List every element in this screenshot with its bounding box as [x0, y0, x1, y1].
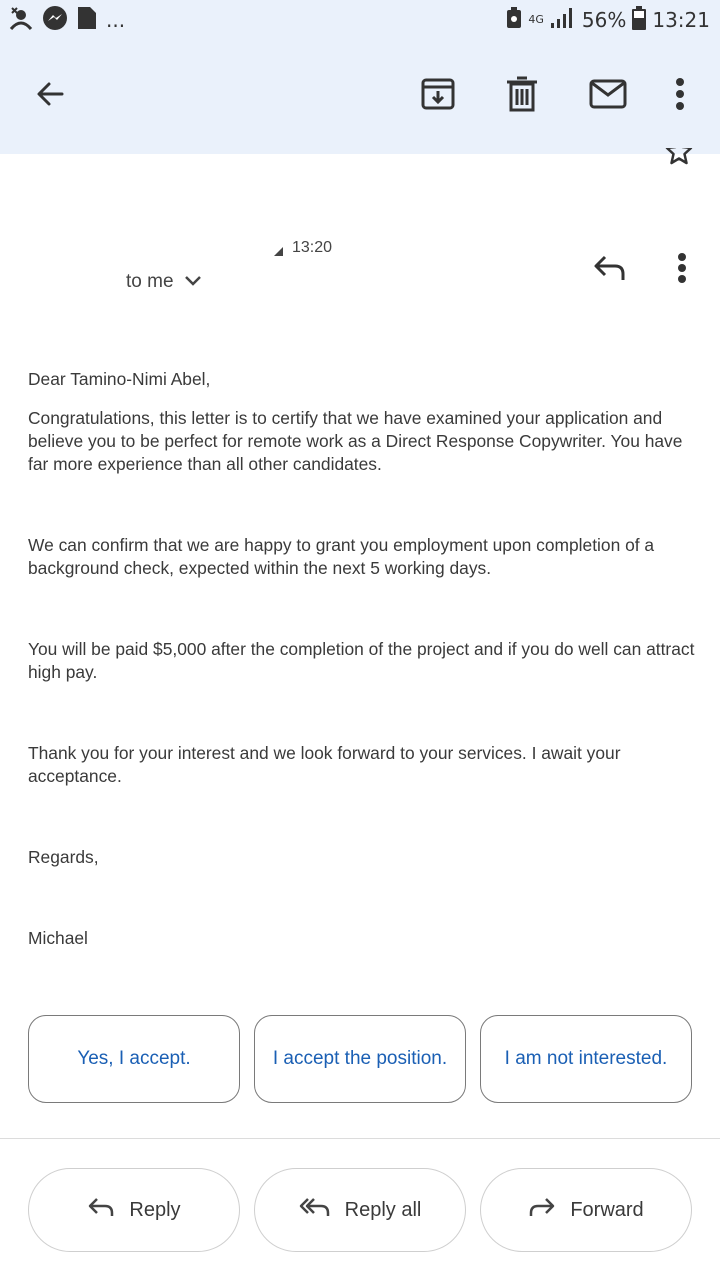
- reply-all-label: Reply all: [344, 1198, 422, 1221]
- star-button[interactable]: [664, 148, 694, 168]
- delete-button[interactable]: [498, 72, 546, 120]
- delete-icon: [505, 76, 539, 117]
- back-button[interactable]: [26, 72, 74, 120]
- paragraph-1: Congratulations, this letter is to certify that we have examined your application and believe you to be perfect for remote work as a Direct Response Copywriter. You have far more experience than all other candidates.: [28, 408, 683, 474]
- more-vert-icon: [675, 77, 685, 116]
- reply-icon: [593, 254, 627, 287]
- mark-unread-icon: [589, 79, 627, 114]
- battery-percent: 56%: [581, 8, 627, 32]
- toolbar: [0, 40, 720, 154]
- smart-reply-label: Yes, I accept.: [77, 1048, 191, 1069]
- paragraph-4: Thank you for your interest and we look forward to your services. I await your acceptance.: [28, 743, 621, 786]
- more-vert-icon: [677, 252, 687, 289]
- paragraph-2: We can confirm that we are happy to grant you employment upon completion of a background check, expected within the next 5 working days.: [28, 535, 655, 578]
- reply-icon: [87, 1196, 115, 1224]
- smart-reply-accept-position[interactable]: [254, 1015, 466, 1103]
- reply-label: Reply: [129, 1198, 181, 1221]
- document-icon: [76, 5, 98, 36]
- archive-button[interactable]: [414, 72, 462, 120]
- reply-all-icon: [299, 1196, 331, 1224]
- more-options-button[interactable]: [658, 72, 702, 120]
- message-time: 13:20: [292, 239, 333, 256]
- archive-icon: [420, 76, 456, 117]
- signal-icon: [550, 7, 576, 34]
- messenger-icon: [42, 5, 68, 36]
- signature: Michael: [28, 928, 88, 948]
- greeting: Dear Tamino-Nimi Abel,: [28, 369, 211, 389]
- reply-quick-button[interactable]: [588, 250, 632, 290]
- smart-reply-not-interested[interactable]: [480, 1015, 692, 1103]
- smart-reply-label: I accept the position.: [272, 1048, 448, 1069]
- smart-reply-accept[interactable]: [28, 1015, 240, 1103]
- reply-button[interactable]: [28, 1168, 240, 1252]
- mark-unread-button[interactable]: [582, 72, 634, 120]
- paragraph-3: You will be paid $5,000 after the completion of the project and if you do well can attract high pay.: [28, 639, 695, 682]
- status-overflow: ...: [106, 8, 126, 32]
- recipient-label: to me: [126, 271, 174, 292]
- forward-button[interactable]: [480, 1168, 692, 1252]
- back-arrow-icon: [34, 78, 66, 115]
- smart-reply-label: I am not interested.: [504, 1048, 668, 1069]
- message-more-button[interactable]: [664, 250, 700, 290]
- missed-call-icon: [8, 5, 34, 36]
- battery-icon: [632, 6, 646, 35]
- message-header: [0, 154, 720, 324]
- recipient-toggle[interactable]: [126, 271, 202, 293]
- forward-icon: [528, 1196, 556, 1224]
- closing: Regards,: [28, 847, 99, 867]
- reply-all-button[interactable]: [254, 1168, 466, 1252]
- forward-label: Forward: [570, 1198, 644, 1221]
- chevron-down-icon: [184, 271, 202, 293]
- important-marker-icon: [274, 244, 284, 262]
- status-time: 13:21: [652, 8, 710, 32]
- storage-icon: [506, 7, 522, 34]
- network-type: 4G: [528, 13, 544, 26]
- divider: [0, 1138, 720, 1139]
- message-body: [28, 368, 698, 950]
- status-bar: [0, 0, 720, 40]
